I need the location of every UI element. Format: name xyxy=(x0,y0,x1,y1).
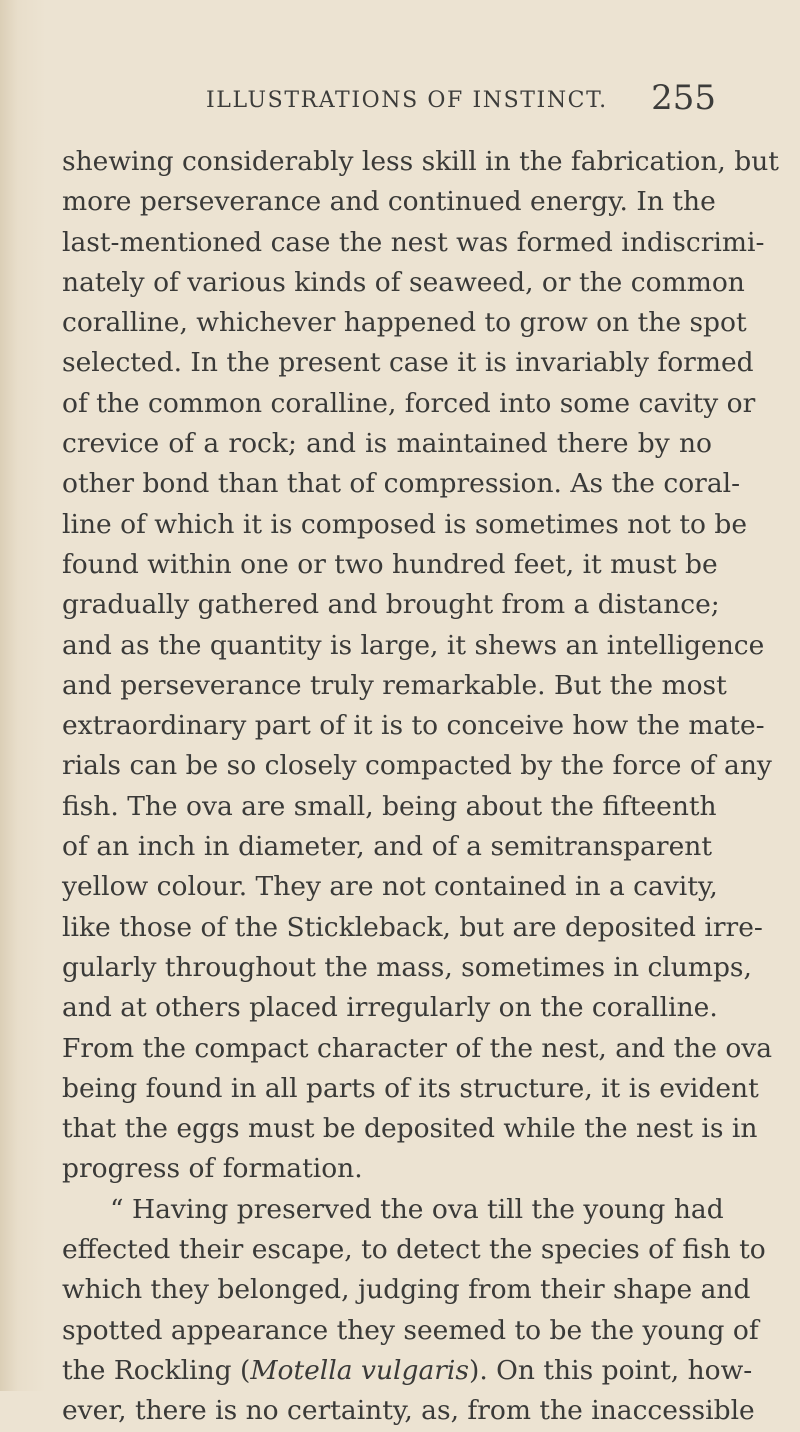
text-line: From the compact character of the nest, and the ova xyxy=(62,1032,773,1064)
text-line: spotted appearance they seemed to be the young of xyxy=(62,1314,759,1346)
text-line: other bond than that of compression. As the coral- xyxy=(62,468,741,500)
text-line: and at others placed irregularly on the coralline. xyxy=(62,992,718,1024)
body-text xyxy=(62,142,779,1432)
text-line: rials can be so closely compacted by the force of any xyxy=(62,750,772,782)
text-line: ever, there is no certainty, as, from the inaccessible xyxy=(62,1395,755,1427)
text-line: fish. The ova are small, being about the fifteenth xyxy=(62,790,717,822)
text-line: line of which it is composed is sometimes not to be xyxy=(62,508,748,540)
text-line: coralline, whichever happened to grow on the spot xyxy=(62,307,747,339)
text-line: gradually gathered and brought from a distance; xyxy=(62,589,720,621)
running-head xyxy=(206,76,716,120)
text-line-with-species-name xyxy=(62,1351,753,1391)
text-line: yellow colour. They are not contained in a cavity, xyxy=(62,871,718,903)
text-line: selected. In the present case it is invariably formed xyxy=(62,347,754,379)
text-line: shewing considerably less skill in the fabrication, but xyxy=(62,146,779,177)
running-title: ILLUSTRATIONS OF INSTINCT. xyxy=(206,88,608,113)
page-number: 255 xyxy=(651,78,716,118)
text-line: “ Having preserved the ova till the young had xyxy=(110,1193,724,1225)
text-fragment: the Rockling ( xyxy=(62,1354,251,1386)
text-line: nately of various kinds of seaweed, or the common xyxy=(62,266,745,298)
text-fragment: ). On this point, how- xyxy=(469,1354,753,1386)
text-line: progress of formation. xyxy=(62,1153,363,1185)
text-line: effected their escape, to detect the species of fish to xyxy=(62,1234,766,1266)
text-line: of an inch in diameter, and of a semitransparent xyxy=(62,831,712,863)
text-line: and as the quantity is large, it shews an intelligence xyxy=(62,629,765,661)
text-line: and perseverance truly remarkable. But the most xyxy=(62,669,727,701)
text-line: found within one or two hundred feet, it must be xyxy=(62,548,718,580)
text-line: more perseverance and continued energy. In the xyxy=(62,186,716,218)
text-line: being found in all parts of its structure, it is evident xyxy=(62,1072,759,1104)
text-line: that the eggs must be deposited while the nest is in xyxy=(62,1113,758,1145)
text-line: of the common coralline, forced into some cavity or xyxy=(62,387,756,419)
text-line: last-mentioned case the nest was formed indiscrimi- xyxy=(62,226,765,258)
text-line: which they belonged, judging from their shape and xyxy=(62,1274,751,1306)
text-line: like those of the Stickleback, but are deposited irre- xyxy=(62,911,763,943)
species-name: Motella vulgaris xyxy=(250,1354,469,1386)
text-line: gularly throughout the mass, sometimes in clumps, xyxy=(62,951,752,983)
text-line: extraordinary part of it is to conceive how the mate- xyxy=(62,710,765,742)
text-line: crevice of a rock; and is maintained there by no xyxy=(62,428,712,460)
